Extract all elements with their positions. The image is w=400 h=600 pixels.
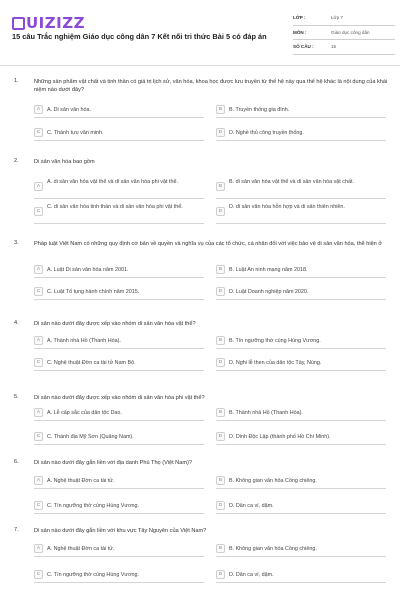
answer-option-a[interactable] bbox=[34, 177, 204, 199]
option-letter-box: A bbox=[34, 105, 43, 114]
meta-value: Giáo dục công dân bbox=[331, 29, 370, 35]
option-text: D. Nghề thủ công truyền thống. bbox=[229, 130, 304, 136]
answer-option-d[interactable] bbox=[216, 286, 386, 300]
option-text: A. Lễ cấp sắc của dân tộc Dao. bbox=[47, 410, 122, 416]
option-text: B. Luật An ninh mạng năm 2018. bbox=[229, 267, 308, 273]
question-number: 3. bbox=[14, 240, 19, 246]
logo-text: UIZIZZ bbox=[26, 14, 85, 32]
document-title: 15 câu Trắc nghiệm Giáo dục công dân 7 Kết nối tri thức Bài 5 có đáp án bbox=[12, 32, 267, 41]
question-number: 4. bbox=[14, 320, 19, 326]
question-number: 5. bbox=[14, 394, 19, 400]
answer-option-c[interactable] bbox=[34, 357, 204, 371]
option-letter-box: C bbox=[34, 432, 43, 441]
option-letter-box: C bbox=[34, 501, 43, 510]
option-text: A. Nghệ thuật Đờn ca tài tử. bbox=[47, 546, 115, 552]
header-divider bbox=[0, 65, 400, 66]
meta-row-class bbox=[293, 11, 395, 26]
option-text: B. Không gian văn hóa Cồng chiêng. bbox=[229, 546, 317, 552]
option-text: C. Tín ngưỡng thờ cúng Hùng Vương. bbox=[47, 503, 140, 509]
question-text: Pháp luật Việt Nam có những quy định cơ bản về quyền và nghĩa vụ của các tổ chức, cá nhân đối với việc bảo vệ di sản văn hóa, thể hiện ở bbox=[34, 241, 383, 247]
option-text: D. Dân ca ví, dặm. bbox=[229, 572, 274, 578]
answer-option-c[interactable] bbox=[34, 569, 204, 583]
answer-option-d[interactable] bbox=[216, 431, 386, 445]
option-text: D. Luật Doanh nghiệp năm 2020. bbox=[229, 289, 309, 295]
option-text: C. Thánh địa Mỹ Sơn (Quảng Nam). bbox=[47, 434, 134, 440]
option-text: C. di sản văn hóa tinh thần và di sản văn hóa phi vật thể. bbox=[47, 204, 183, 210]
option-text: A. Luật Di sản văn hóa năm 2001. bbox=[47, 267, 129, 273]
option-text: A. Nghệ thuật Đờn ca tài tử. bbox=[47, 478, 115, 484]
answer-option-b[interactable] bbox=[216, 407, 386, 421]
answer-option-d[interactable] bbox=[216, 569, 386, 583]
answer-option-b[interactable] bbox=[216, 104, 386, 118]
question-text: Những sản phẩm vật chất và tinh thần có giá trị lịch sử, văn hóa, khoa học được lưu truyền từ thế hệ này qua thế hệ khác là nội dung của khái niệm nào dưới đây? bbox=[34, 79, 388, 93]
option-letter-box: B bbox=[216, 476, 225, 485]
option-text: C. Thành tựu văn minh. bbox=[47, 130, 104, 136]
option-letter-box: C bbox=[34, 287, 43, 296]
option-letter-box: C bbox=[34, 570, 43, 579]
option-letter-box: A bbox=[34, 544, 43, 553]
meta-value: 15 bbox=[331, 44, 337, 50]
option-letter-box: D bbox=[216, 501, 225, 510]
option-letter-box: A bbox=[34, 476, 43, 485]
question-text: Di sản nào dưới đây được xếp vào nhóm di sản văn hóa phi vật thể? bbox=[34, 395, 205, 401]
answer-option-a[interactable] bbox=[34, 264, 204, 278]
option-letter-box: A bbox=[34, 182, 43, 191]
answer-option-c[interactable] bbox=[34, 127, 204, 141]
meta-key: MÔN : bbox=[293, 29, 307, 35]
option-text: B. di sản văn hóa vật thể và di sản văn hóa vật chất. bbox=[229, 179, 354, 185]
answer-option-c[interactable] bbox=[34, 286, 204, 300]
question-text: Di sản nào dưới đây gắn liền với địa danh Phú Thọ (Việt Nam)? bbox=[34, 460, 192, 466]
option-letter-box: D bbox=[216, 207, 225, 216]
option-text: C. Luật Tố tụng hành chính năm 2015. bbox=[47, 289, 140, 295]
option-text: B. Tín ngưỡng thờ cúng Hùng Vương. bbox=[229, 338, 321, 344]
option-letter-box: D bbox=[216, 358, 225, 367]
option-text: D. di sản văn hóa hỗn hợp và di sản thiên nhiên. bbox=[229, 204, 345, 210]
answer-option-c[interactable] bbox=[34, 431, 204, 445]
option-text: A. Thành nhà Hồ (Thanh Hóa). bbox=[47, 338, 121, 344]
answer-option-b[interactable] bbox=[216, 475, 386, 489]
question-number: 1. bbox=[14, 78, 19, 84]
answer-option-d[interactable] bbox=[216, 202, 386, 224]
answer-option-d[interactable] bbox=[216, 500, 386, 514]
option-letter-box: B bbox=[216, 544, 225, 553]
question-number: 6. bbox=[14, 459, 19, 465]
option-letter-box: A bbox=[34, 265, 43, 274]
option-letter-box: C bbox=[34, 128, 43, 137]
answer-option-c[interactable] bbox=[34, 202, 204, 224]
question-text: Di sản nào dưới đây gắn liền với khu vực Tây Nguyên của Việt Nam? bbox=[34, 528, 207, 534]
option-text: A. Di sản văn hóa. bbox=[47, 107, 92, 113]
answer-option-b[interactable] bbox=[216, 335, 386, 349]
meta-table bbox=[293, 11, 395, 55]
meta-key: SỐ CÂU : bbox=[293, 44, 314, 50]
answer-option-a[interactable] bbox=[34, 475, 204, 489]
option-letter-box: D bbox=[216, 432, 225, 441]
meta-value: Lớp 7 bbox=[331, 15, 343, 21]
option-text: D. Dân ca ví, dặm. bbox=[229, 503, 274, 509]
answer-option-a[interactable] bbox=[34, 407, 204, 421]
answer-option-a[interactable] bbox=[34, 543, 204, 557]
option-text: A. di sản văn hóa vật thể và di sản văn hóa phi vật thể. bbox=[47, 179, 178, 185]
option-text: C. Tín ngưỡng thờ cúng Hùng Vương. bbox=[47, 572, 140, 578]
quizizz-logo bbox=[12, 14, 85, 32]
answer-option-a[interactable] bbox=[34, 104, 204, 118]
option-text: B. Thành nhà Hồ (Thanh Hóa). bbox=[229, 410, 303, 416]
option-letter-box: B bbox=[216, 408, 225, 417]
option-letter-box: B bbox=[216, 265, 225, 274]
answer-option-a[interactable] bbox=[34, 335, 204, 349]
answer-option-b[interactable] bbox=[216, 177, 386, 199]
meta-row-subject bbox=[293, 26, 395, 41]
question-text: Di sản văn hóa bao gồm bbox=[34, 159, 95, 165]
answer-option-b[interactable] bbox=[216, 543, 386, 557]
option-text: B. Không gian văn hóa Cồng chiêng. bbox=[229, 478, 317, 484]
meta-row-count bbox=[293, 40, 395, 55]
answer-option-c[interactable] bbox=[34, 500, 204, 514]
option-letter-box: C bbox=[34, 358, 43, 367]
option-text: D. Nghi lễ then của dân tộc Tày, Nùng. bbox=[229, 360, 322, 366]
option-letter-box: D bbox=[216, 287, 225, 296]
option-text: C. Nghệ thuật Đờn ca tài tử Nam Bộ. bbox=[47, 360, 136, 366]
answer-option-b[interactable] bbox=[216, 264, 386, 278]
answer-option-d[interactable] bbox=[216, 127, 386, 141]
option-letter-box: A bbox=[34, 336, 43, 345]
question-number: 7. bbox=[14, 527, 19, 533]
question-number: 2. bbox=[14, 158, 19, 164]
answer-option-d[interactable] bbox=[216, 357, 386, 371]
option-text: B. Truyền thống gia đình. bbox=[229, 107, 290, 113]
question-text: Di sản nào dưới đây được xếp vào nhóm di sản văn hóa vật thể? bbox=[34, 321, 196, 327]
option-letter-box: B bbox=[216, 182, 225, 191]
option-letter-box: B bbox=[216, 105, 225, 114]
meta-key: LỚP : bbox=[293, 15, 306, 21]
option-letter-box: B bbox=[216, 336, 225, 345]
option-letter-box: D bbox=[216, 128, 225, 137]
logo-q-icon bbox=[12, 17, 25, 30]
option-letter-box: C bbox=[34, 207, 43, 216]
option-text: D. Dinh Độc Lập (thành phố Hồ Chí Minh). bbox=[229, 434, 331, 440]
option-letter-box: A bbox=[34, 408, 43, 417]
option-letter-box: D bbox=[216, 570, 225, 579]
